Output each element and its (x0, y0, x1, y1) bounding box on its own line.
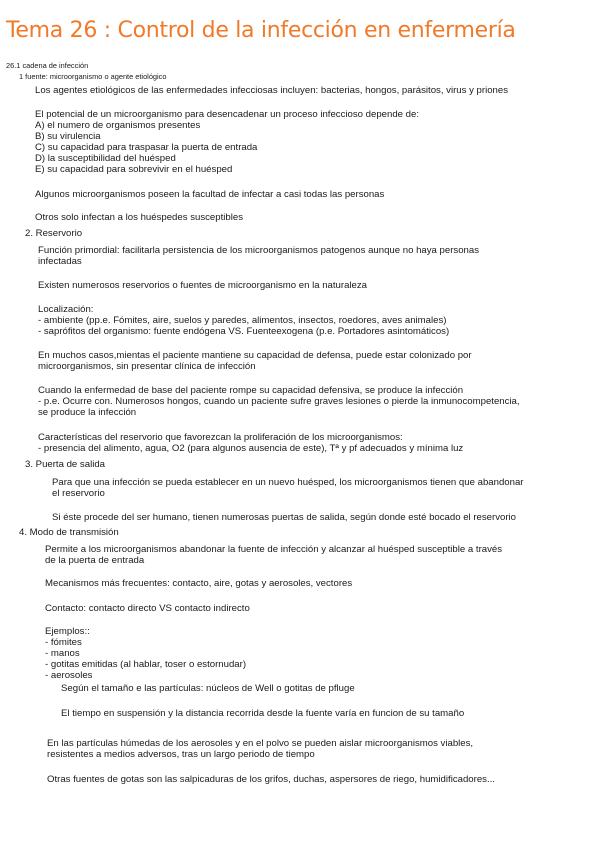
text-line: Según el tamaño e las partículas: núcleos de Well o gotitas de pfluge (61, 683, 355, 694)
list-item: D) la susceptibilidad del huésped (35, 153, 176, 164)
text-line: Para que una infección se pueda establecer en un nuevo huésped, los microorganismos tienen que abandonar (52, 477, 524, 488)
text-line: Existen numerosos reservorios o fuentes de microorganismo en la naturaleza (38, 280, 368, 291)
list-item: B) su virulencia (35, 131, 101, 142)
list-item: - fómites (45, 637, 82, 648)
list-item: E) su capacidad para sobrevivir en el huésped (35, 164, 233, 175)
text-line: Contacto: contacto directo VS contacto indirecto (45, 603, 250, 614)
list-item: - presencia del alimento, agua, O2 (para algunos ausencia de este), Tª y pf adecuados y mínima luz (38, 443, 464, 454)
text-line: Ejemplos:: (45, 626, 90, 637)
subsection-heading: 2. Reservorio (25, 228, 83, 239)
section-heading: 26.1 cadena de infección (6, 61, 89, 70)
text-line: Los agentes etiológicos de las enfermedades infecciosas incluyen: bacterias, hongos, parásitos, virus y priones (35, 85, 509, 96)
text-line: Función primordial: facilitarla persistencia de los microorganismos patogenos aunque no haya personas (38, 245, 480, 256)
text-line: - p.e. Ocurre con. Numerosos hongos, cuando un paciente sufre graves lesiones o pierde la inmunocompetencia, (38, 396, 520, 407)
list-item: C) su capacidad para traspasar la puerta de entrada (35, 142, 258, 153)
page-title: Tema 26 : Control de la infección en enfermería (6, 18, 516, 43)
text-line: El tiempo en suspensión y la distancia recorrida desde la fuente varía en funcion de su tamaño (61, 708, 465, 719)
subsection-heading: 4. Modo de transmisión (19, 527, 119, 538)
text-line: Otras fuentes de gotas son las salpicaduras de los grifos, duchas, aspersores de riego, humidificadores... (47, 774, 495, 785)
text-line: El potencial de un microorganismo para desencadenar un proceso infeccioso depende de: (35, 109, 419, 120)
text-line: Localización: (38, 304, 94, 315)
text-line: se produce la infección (38, 407, 137, 418)
text-line: de la puerta de entrada (45, 555, 145, 566)
text-line: En muchos casos,mientas el paciente mantiene su capacidad de defensa, puede estar colonizado por (38, 350, 472, 361)
list-item: - saprófitos del organismo: fuente endógena VS. Fuenteexogena (p.e. Portadores asintomáticos) (38, 326, 450, 337)
text-line: Cuando la enfermedad de base del paciente rompe su capacidad defensiva, se produce la infección (38, 385, 464, 396)
text-line: Algunos microorganismos poseen la facultad de infectar a casi todas las personas (35, 189, 385, 200)
text-line: Mecanismos más frecuentes: contacto, aire, gotas y aerosoles, vectores (45, 578, 353, 589)
text-line: resistentes a medios adversos, tras un largo periodo de tiempo (47, 749, 315, 760)
text-line: el reservorio (52, 488, 105, 499)
text-line: Otros solo infectan a los huéspedes susceptibles (35, 212, 243, 223)
text-line: En las partículas húmedas de los aerosoles y en el polvo se pueden aislar microorganismos viables, (47, 738, 474, 749)
list-item: - manos (45, 648, 80, 659)
text-line: microorganismos, sin presentar clínica de infección (38, 361, 256, 372)
list-item: - gotitas emitidas (al hablar, toser o estornudar) (45, 659, 247, 670)
text-line: Si éste procede del ser humano, tienen numerosas puertas de salida, según donde esté bocado el reservorio (52, 512, 516, 523)
text-line: Permite a los microorganismos abandonar la fuente de infección y alcanzar al huésped susceptible a través (45, 544, 503, 555)
text-line: infectadas (38, 256, 82, 267)
subsection-heading: 1 fuente: microorganismo o agente etiológico (19, 72, 167, 81)
list-item: - ambiente (pp.e. Fómites, aire, suelos y paredes, alimentos, insectos, roedores, aves animales) (38, 315, 447, 326)
list-item: - aerosoles (45, 670, 93, 681)
list-item: A) el numero de organismos presentes (35, 120, 201, 131)
text-line: Características del reservorio que favorezcan la proliferación de los microorganismos: (38, 432, 403, 443)
subsection-heading: 3. Puerta de salida (25, 459, 106, 470)
